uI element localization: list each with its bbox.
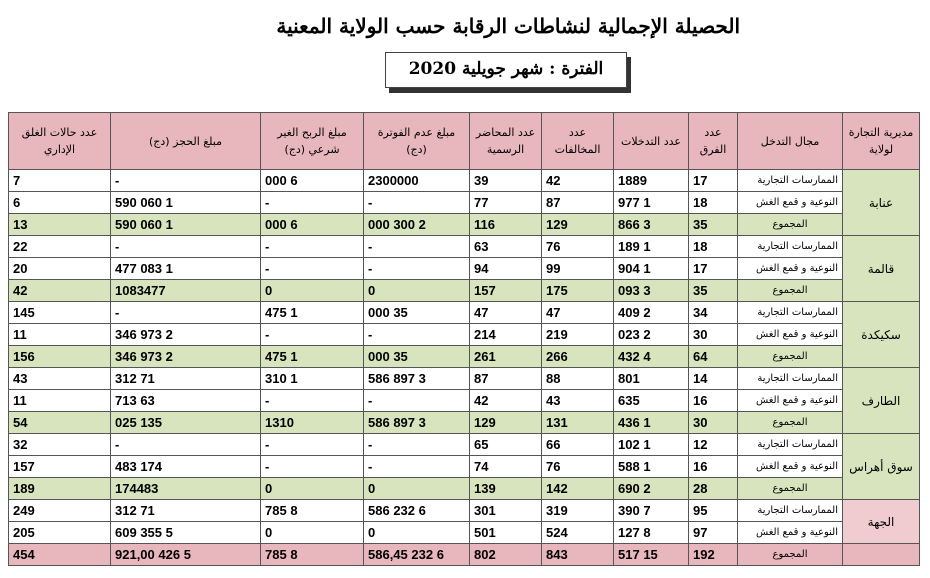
cell-non-invoicing: 0 [364,280,470,302]
cell-reports: 39 [470,170,542,192]
cell-reports: 77 [470,192,542,214]
cell-seizure: 174483 [111,478,261,500]
cell-interventions: 1 189 [614,236,689,258]
cell-non-invoicing: 35 000 [364,302,470,324]
cell-violations: 219 [542,324,614,346]
table-row [9,236,920,258]
cell-teams: 64 [689,346,738,368]
state-name: سوق أهراس [843,434,920,500]
table-row [9,192,920,214]
sum-row [9,346,920,368]
cell-reports: 129 [470,412,542,434]
cell-illegal-profit: - [261,390,364,412]
state-name: قالمة [843,236,920,302]
cell-teams: 35 [689,280,738,302]
cell-illegal-profit: 0 [261,280,364,302]
cell-interventions: 3 866 [614,214,689,236]
table-row [9,390,920,412]
cell-interventions: 1 102 [614,434,689,456]
cell-violations: 129 [542,214,614,236]
cell-illegal-profit: 1310 [261,412,364,434]
sum-row [9,214,920,236]
table-row [9,170,920,192]
cell-non-invoicing: - [364,324,470,346]
cell-interventions: 1 588 [614,456,689,478]
cell-teams: 34 [689,302,738,324]
cell-closures: 7 [9,170,111,192]
cell-teams: 30 [689,412,738,434]
cell-closures: 11 [9,324,111,346]
cell-illegal-profit: 1 475 [261,302,364,324]
cell-non-invoicing: - [364,434,470,456]
field-label: النوعية و قمع الغش [738,192,843,214]
cell-violations: 131 [542,412,614,434]
cell-seizure: - [111,434,261,456]
cell-interventions: 635 [614,390,689,412]
cell-reports: 802 [470,544,542,566]
cell-seizure: 1 060 590 [111,214,261,236]
cell-non-invoicing: 3 897 586 [364,368,470,390]
cell-teams: 18 [689,236,738,258]
cell-seizure: 1 083 477 [111,258,261,280]
field-label: النوعية و قمع الغش [738,324,843,346]
header-non-invoicing: مبلغ عدم الفوترة (دج) [364,113,470,170]
cell-interventions: 1 977 [614,192,689,214]
cell-closures: 42 [9,280,111,302]
cell-illegal-profit: - [261,258,364,280]
cell-teams: 17 [689,258,738,280]
header-violations: عدد المخالفات [542,113,614,170]
cell-closures: 454 [9,544,111,566]
state-name: الطارف [843,368,920,434]
cell-seizure: 174 483 [111,456,261,478]
state-name: سكيكدة [843,302,920,368]
field-label: الممارسات التجارية [738,500,843,522]
table-row [9,368,920,390]
header-reports: عدد المحاضر الرسمية [470,113,542,170]
header-row [9,113,920,170]
cell-reports: 63 [470,236,542,258]
header-illegal-profit: مبلغ الربح الغير شرعي (دج) [261,113,364,170]
cell-seizure: - [111,302,261,324]
cell-violations: 175 [542,280,614,302]
cell-interventions: 801 [614,368,689,390]
cell-teams: 17 [689,170,738,192]
cell-reports: 261 [470,346,542,368]
cell-seizure: 1 060 590 [111,192,261,214]
cell-interventions: 3 093 [614,280,689,302]
cell-teams: 192 [689,544,738,566]
cell-illegal-profit: 1 310 [261,368,364,390]
cell-closures: 13 [9,214,111,236]
field-label: المجموع [738,478,843,500]
header-directorate: مديرية التجارة لولاية [843,113,920,170]
field-label: الممارسات التجارية [738,170,843,192]
cell-seizure: 2 973 346 [111,346,261,368]
cell-teams: 30 [689,324,738,346]
cell-reports: 94 [470,258,542,280]
cell-seizure: 1083477 [111,280,261,302]
cell-illegal-profit: 0 [261,522,364,544]
cell-illegal-profit: 6 000 [261,170,364,192]
cell-violations: 319 [542,500,614,522]
sum-row [9,478,920,500]
cell-seizure: - [111,170,261,192]
table-row [9,324,920,346]
cell-illegal-profit: 1 475 [261,346,364,368]
cell-violations: 843 [542,544,614,566]
cell-interventions: 15 517 [614,544,689,566]
cell-violations: 66 [542,434,614,456]
cell-violations: 142 [542,478,614,500]
cell-closures: 145 [9,302,111,324]
cell-non-invoicing: 2300000 [364,170,470,192]
cell-non-invoicing: 6 232 586,45 [364,544,470,566]
cell-violations: 266 [542,346,614,368]
state-name: الجهة [843,500,920,544]
table-row [9,456,920,478]
cell-non-invoicing: - [364,390,470,412]
cell-non-invoicing: - [364,258,470,280]
sum-row [9,280,920,302]
cell-interventions: 2 690 [614,478,689,500]
table-row [9,522,920,544]
cell-non-invoicing: 35 000 [364,346,470,368]
cell-seizure: 2 973 346 [111,324,261,346]
cell-interventions: 1 904 [614,258,689,280]
state-name-blank [843,544,920,566]
cell-violations: 76 [542,456,614,478]
cell-reports: 301 [470,500,542,522]
cell-closures: 11 [9,390,111,412]
cell-teams: 14 [689,368,738,390]
cell-closures: 22 [9,236,111,258]
header-teams: عدد الفرق [689,113,738,170]
cell-reports: 42 [470,390,542,412]
cell-non-invoicing: - [364,456,470,478]
cell-interventions: 8 127 [614,522,689,544]
cell-teams: 16 [689,390,738,412]
cell-violations: 87 [542,192,614,214]
field-label: الممارسات التجارية [738,236,843,258]
field-label: المجموع [738,544,843,566]
cell-closures: 20 [9,258,111,280]
cell-teams: 18 [689,192,738,214]
field-label: النوعية و قمع الغش [738,456,843,478]
field-label: الممارسات التجارية [738,302,843,324]
cell-reports: 214 [470,324,542,346]
cell-violations: 524 [542,522,614,544]
cell-non-invoicing: - [364,236,470,258]
cell-closures: 54 [9,412,111,434]
cell-non-invoicing: 0 [364,478,470,500]
cell-seizure: 5 426 921,00 [111,544,261,566]
cell-illegal-profit: - [261,192,364,214]
field-label: المجموع [738,346,843,368]
cell-illegal-profit: - [261,324,364,346]
cell-violations: 47 [542,302,614,324]
cell-seizure: 71 312 [111,500,261,522]
cell-closures: 156 [9,346,111,368]
field-label: المجموع [738,412,843,434]
cell-teams: 28 [689,478,738,500]
cell-teams: 35 [689,214,738,236]
field-label: المجموع [738,214,843,236]
cell-illegal-profit: - [261,236,364,258]
statistics-table [8,112,920,566]
sum-row [9,412,920,434]
field-label: النوعية و قمع الغش [738,390,843,412]
cell-reports: 157 [470,280,542,302]
cell-seizure: 63 713 [111,390,261,412]
header-seizure: مبلغ الحجز (دج) [111,113,261,170]
cell-illegal-profit: - [261,456,364,478]
cell-illegal-profit: 0 [261,478,364,500]
cell-reports: 501 [470,522,542,544]
cell-reports: 139 [470,478,542,500]
table-row [9,500,920,522]
field-label: المجموع [738,280,843,302]
cell-illegal-profit: 6 000 [261,214,364,236]
cell-seizure: 135 025 [111,412,261,434]
cell-violations: 99 [542,258,614,280]
total-row [9,544,920,566]
cell-interventions: 1889 [614,170,689,192]
cell-non-invoicing: 0 [364,522,470,544]
cell-closures: 249 [9,500,111,522]
table-row [9,302,920,324]
cell-teams: 16 [689,456,738,478]
cell-seizure: 5 355 609 [111,522,261,544]
cell-violations: 76 [542,236,614,258]
cell-interventions: 2 409 [614,302,689,324]
table-row [9,258,920,280]
cell-violations: 88 [542,368,614,390]
cell-violations: 43 [542,390,614,412]
table-row [9,434,920,456]
cell-non-invoicing: 2 300 000 [364,214,470,236]
cell-non-invoicing: 3 897 586 [364,412,470,434]
field-label: الممارسات التجارية [738,368,843,390]
state-name: عنابة [843,170,920,236]
cell-interventions: 7 390 [614,500,689,522]
cell-violations: 42 [542,170,614,192]
period-box [385,52,627,88]
field-label: الممارسات التجارية [738,434,843,456]
cell-non-invoicing: 6 232 586 [364,500,470,522]
header-closures: عدد حالات الغلق الإداري [9,113,111,170]
cell-closures: 157 [9,456,111,478]
cell-reports: 87 [470,368,542,390]
cell-closures: 205 [9,522,111,544]
cell-reports: 74 [470,456,542,478]
cell-reports: 116 [470,214,542,236]
cell-teams: 95 [689,500,738,522]
cell-teams: 12 [689,434,738,456]
cell-reports: 65 [470,434,542,456]
cell-interventions: 1 436 [614,412,689,434]
cell-closures: 32 [9,434,111,456]
cell-teams: 97 [689,522,738,544]
report-title: الحصيلة الإجمالية لنشاطات الرقابة حسب الولاية المعنية [276,14,740,38]
cell-interventions: 4 432 [614,346,689,368]
field-label: النوعية و قمع الغش [738,522,843,544]
cell-reports: 47 [470,302,542,324]
field-label: النوعية و قمع الغش [738,258,843,280]
cell-illegal-profit: 8 785 [261,544,364,566]
cell-illegal-profit: - [261,434,364,456]
cell-seizure: - [111,236,261,258]
cell-closures: 6 [9,192,111,214]
period-label: الفترة : شهر جويلية 2020 [408,59,604,79]
cell-closures: 43 [9,368,111,390]
cell-closures: 189 [9,478,111,500]
header-interventions: عدد التدخلات [614,113,689,170]
cell-non-invoicing: - [364,192,470,214]
cell-seizure: 71 312 [111,368,261,390]
header-field: مجال التدخل [738,113,843,170]
cell-interventions: 2 023 [614,324,689,346]
cell-illegal-profit: 8 785 [261,500,364,522]
